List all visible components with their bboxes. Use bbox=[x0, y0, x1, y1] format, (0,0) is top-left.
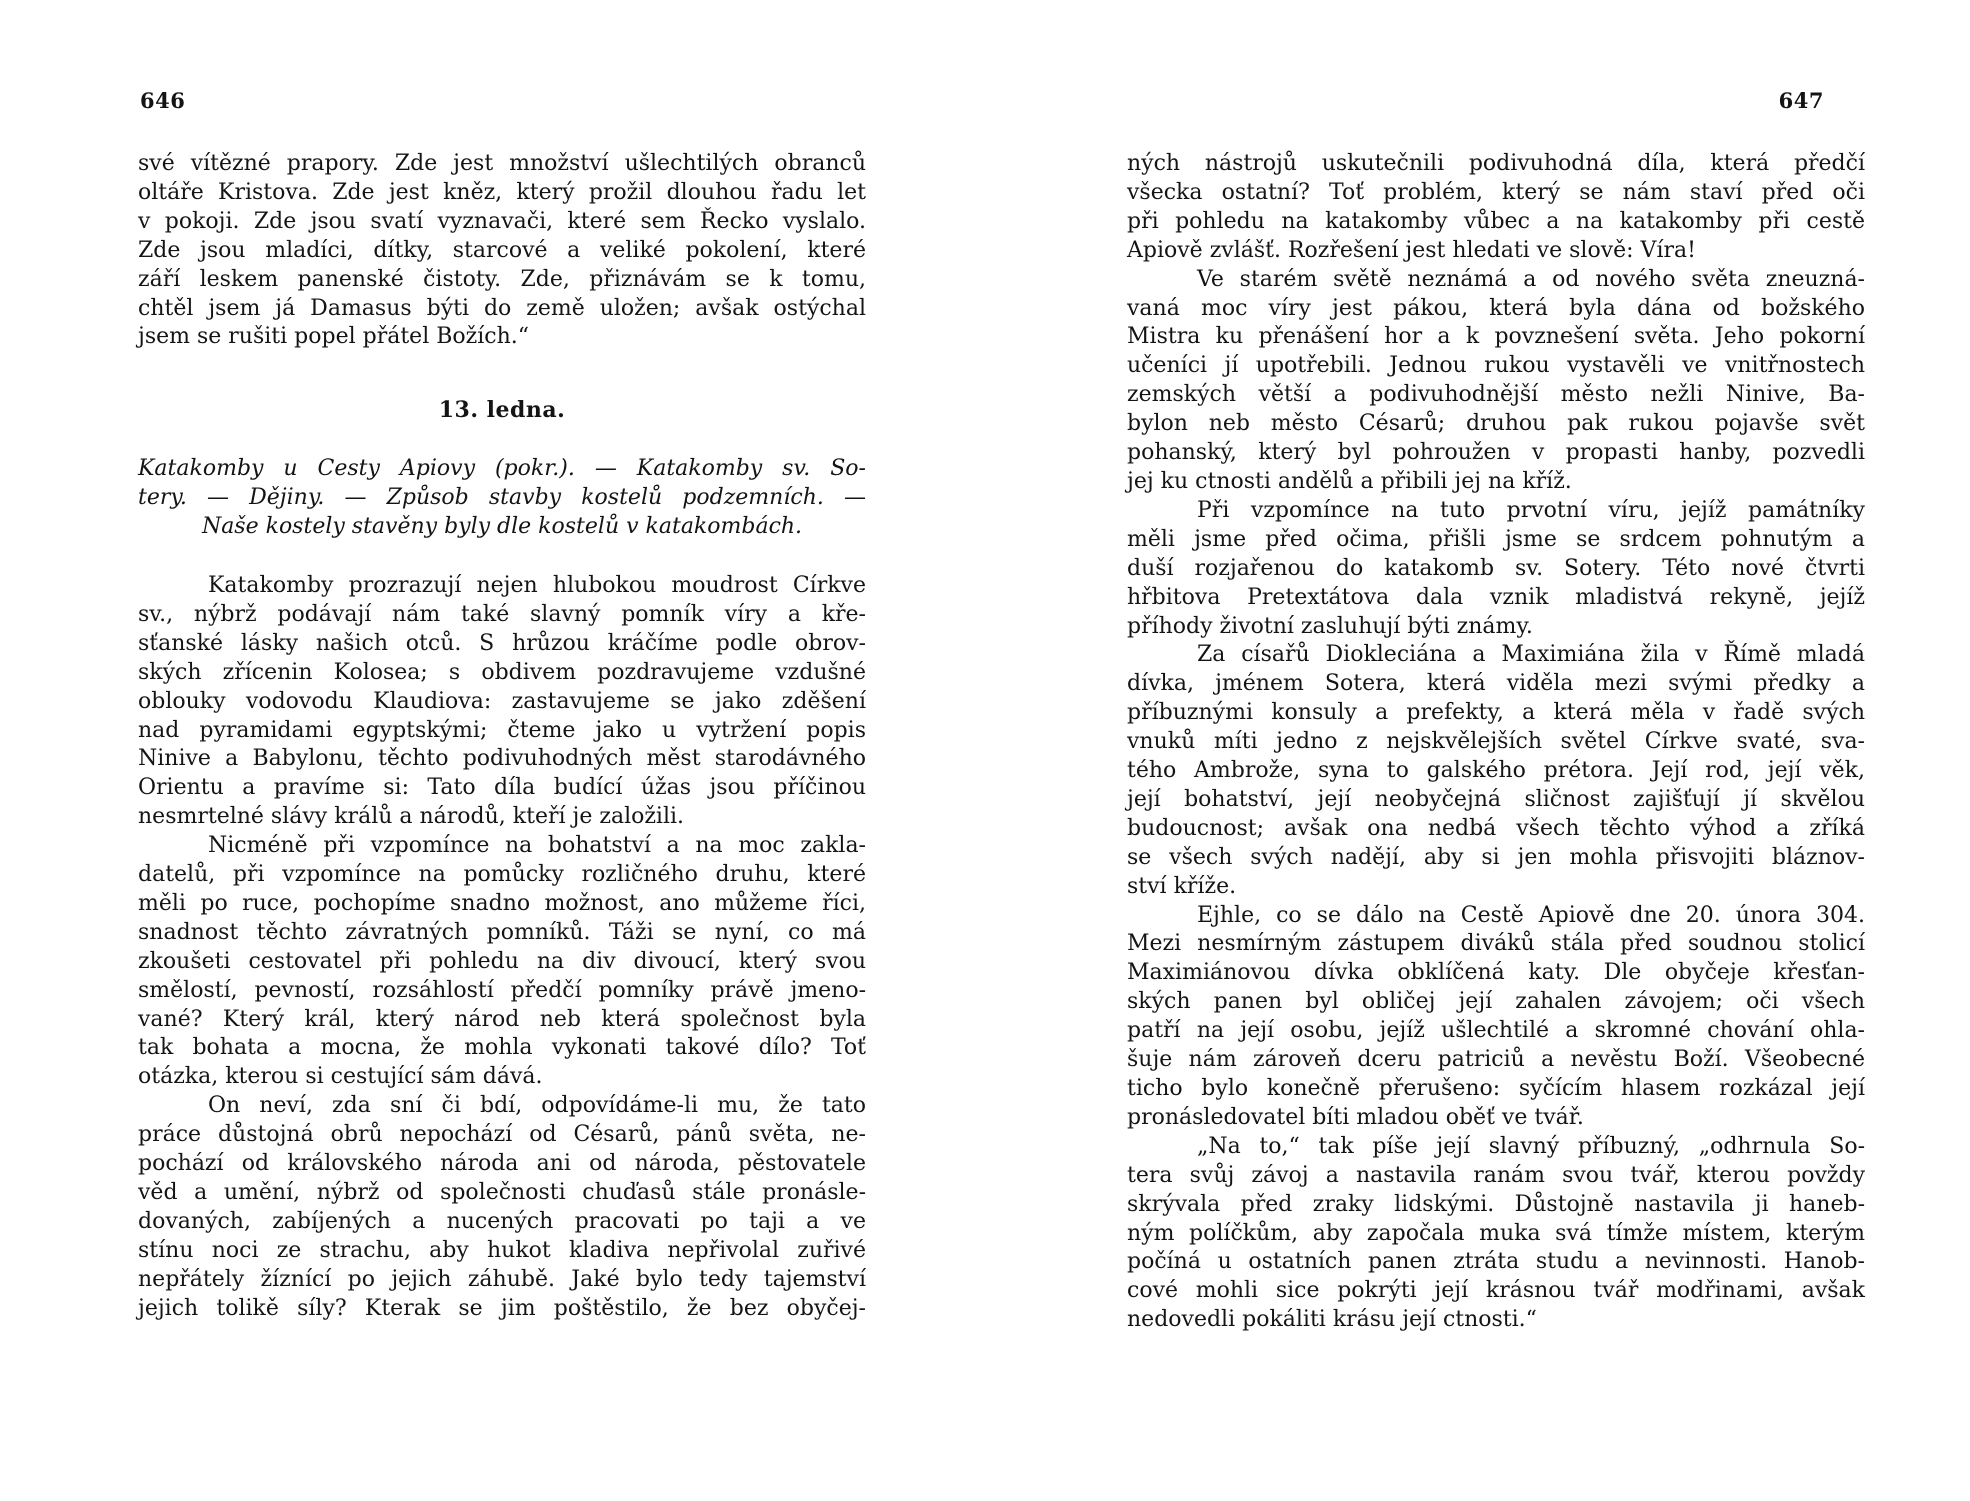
text-line: datelů, při vzpomínce na pomůcky rozličného druhu, které bbox=[138, 862, 866, 888]
text-line: dívka, jménem Sotera, která viděla mezi svými předky a bbox=[1127, 671, 1865, 697]
text-line: pronásledovatel bíti mladou oběť ve tvář. bbox=[1127, 1104, 1584, 1130]
text-line: „Na to,“ tak píše její slavný příbuzný, „odhrnula So- bbox=[1197, 1133, 1865, 1159]
text-line: vnuků míti jedno z nejskvělejších světel Církve svaté, sva- bbox=[1127, 729, 1865, 755]
text-line: tera svůj závoj a nastavila ranám svou tvář, kterou povždy bbox=[1127, 1162, 1865, 1188]
text-line: ticho bylo konečně přerušeno: syčícím hlasem rozkázal její bbox=[1127, 1076, 1865, 1101]
paragraph bbox=[1127, 497, 1865, 642]
text-line: smělostí, pevností, rozsáhlostí předčí pomníky právě jmeno- bbox=[138, 977, 866, 1003]
text-line: všecka ostatní? Toť problém, který se nám staví před oči bbox=[1127, 179, 1865, 205]
text-line: ských panen byl obličej její zahalen závojem; oči všech bbox=[1127, 989, 1865, 1015]
text-line: Orientu a pravíme si: Tato díla budící úžas jsou příčinou bbox=[138, 775, 866, 801]
paragraph bbox=[138, 150, 866, 352]
text-line: Mezi nesmírným zástupem diváků stála před soudnou stolicí bbox=[1127, 931, 1865, 957]
text-line: nedovedli pokáliti krásu její ctnosti.“ bbox=[1127, 1307, 1537, 1333]
text-line: příhody životní zasluhují býti známy. bbox=[1127, 613, 1533, 639]
paragraph bbox=[1127, 266, 1865, 497]
text-line: šuje nám zároveň dceru patriciů a nevěstu Boží. Všeobecné bbox=[1127, 1047, 1865, 1073]
text-line: Nicméně při vzpomínce na bohatství a na moc zakla- bbox=[208, 833, 866, 859]
text-column bbox=[1127, 150, 1865, 1335]
page-number: 646 bbox=[140, 88, 186, 113]
text-line: oblouky vodovodu Klaudiova: zastavujeme se jako zděšení bbox=[138, 688, 866, 714]
text-line: učeníci jí upotřebili. Jednou rukou vystavěli ve vnitřnostech bbox=[1127, 353, 1865, 379]
text-line: nesmrtelné slávy králů a národů, kteří je založili. bbox=[138, 804, 685, 830]
text-line: při pohledu na katakomby vůbec a na katakomby při cestě bbox=[1127, 208, 1865, 234]
text-line: jejich tolikě síly? Kterak se jim poštěstilo, že bez obyčej- bbox=[138, 1295, 866, 1321]
summary-line: tery. — Dějiny. — Způsob stavby kostelů podzemních. — bbox=[138, 485, 866, 511]
text-line: pochází od královského národa ani od národa, pěstovatele bbox=[138, 1151, 866, 1177]
text-line: stínu noci ze strachu, aby hukot kladiva nepřivolal zuřivé bbox=[138, 1237, 866, 1263]
text-line: své vítězné prapory. Zde jest množství ušlechtilých obranců bbox=[138, 151, 866, 176]
paragraph bbox=[1127, 150, 1865, 266]
text-line: zkoušeti cestovatel při pohledu na div divoucí, který svou bbox=[138, 948, 866, 974]
text-line: se všech svých nadějí, aby si jen mohla přisvojiti bláznov- bbox=[1127, 844, 1865, 870]
text-line: Za císařů Diokleciána a Maximiána žila v Římě mladá bbox=[1197, 642, 1865, 668]
paragraph bbox=[138, 832, 866, 1092]
text-line: oltáře Kristova. Zde jest kněz, který prožil dlouhou řadu let bbox=[138, 179, 866, 205]
text-line: Maximiánovou dívka obklíčená katy. Dle obyčeje křesťan- bbox=[1127, 960, 1865, 986]
text-line: On neví, zda sní či bdí, odpovídáme-li mu, že tato bbox=[208, 1093, 866, 1119]
text-line: bylon neb město Césarů; druhou pak rukou pojavše svět bbox=[1127, 411, 1865, 437]
text-line: Mistra ku přenášení hor a k povznešení světa. Jeho pokorní bbox=[1127, 324, 1865, 350]
text-line: duší rozjařenou do katakomb sv. Sotery. Této nové čtvrti bbox=[1127, 555, 1865, 581]
paragraph bbox=[1127, 641, 1865, 901]
text-line: nad pyramidami egyptskými; čteme jako u vytržení popis bbox=[138, 717, 866, 743]
right-page bbox=[985, 0, 1970, 1501]
text-line: cové mohli sice pokrýti její krásnou tvář modřinami, avšak bbox=[1127, 1278, 1865, 1304]
text-line: Katakomby prozrazují nejen hlubokou moudrost Církve bbox=[208, 572, 866, 598]
text-line: září leskem panenské čistoty. Zde, přiznávám se k tomu, bbox=[138, 266, 866, 292]
text-line: nepřátely žíznící po jejich záhubě. Jaké bylo tedy tajemství bbox=[138, 1266, 866, 1292]
text-line: budoucnost; avšak ona nedbá všech těchto výhod a zříká bbox=[1127, 815, 1865, 841]
page-number: 647 bbox=[1778, 88, 1824, 113]
text-line: Ninive a Babylonu, těchto podivuhodných měst starodávného bbox=[138, 746, 866, 772]
paragraph bbox=[1127, 902, 1865, 1133]
text-line: jsem se rušiti popel přátel Božích.“ bbox=[138, 324, 530, 350]
text-line: příbuznými konsuly a prefekty, a která měla v řadě svých bbox=[1127, 700, 1865, 726]
text-line: vané? Který král, který národ neb která společnost byla bbox=[138, 1006, 866, 1032]
text-line: sv., nýbrž podávají nám také slavný pomník víry a kře- bbox=[138, 601, 866, 627]
text-line: snadnost těchto závratných pomníků. Táži se nyní, co má bbox=[138, 919, 866, 945]
text-line: tého Ambrože, syna to galského prétora. Její rod, její věk, bbox=[1127, 758, 1865, 784]
text-line: její bohatství, její neobyčejná sličnost zajišťují jí skvělou bbox=[1127, 786, 1865, 812]
paragraph bbox=[138, 572, 866, 832]
paragraph bbox=[1127, 1133, 1865, 1335]
text-line: pohanský, který byl pohroužen v propasti hanby, pozvedli bbox=[1127, 440, 1865, 466]
text-line: ských zřícenin Kolosea; s obdivem pozdravujeme vzdušné bbox=[138, 659, 866, 685]
section-heading: 13. ledna. bbox=[438, 397, 566, 424]
text-line: ství kříže. bbox=[1127, 873, 1237, 899]
text-line: skrývala před zraky lidskými. Důstojně nastavila ji haneb- bbox=[1127, 1191, 1865, 1217]
text-line: počíná u ostatních panen ztráta studu a nevinnosti. Hanob- bbox=[1127, 1249, 1865, 1275]
text-line: věd a umění, nýbrž od společnosti chuďasů stále pronásle- bbox=[138, 1180, 866, 1205]
text-line: měli jsme před očima, přišli jsme se srdcem pohnutým a bbox=[1127, 526, 1865, 552]
text-line: Ejhle, co se dálo na Cestě Apiově dne 20. února 304. bbox=[1197, 902, 1865, 928]
summary-line: Naše kostely stavěny byly dle kostelů v katakombách. bbox=[201, 514, 803, 540]
section-summary bbox=[138, 455, 866, 542]
text-line: Zde jsou mladíci, dítky, starcové a veliké pokolení, které bbox=[138, 237, 866, 263]
text-line: vaná moc víry jest pákou, která byla dána od božského bbox=[1127, 295, 1865, 321]
text-column bbox=[138, 150, 866, 1324]
text-line: ných nástrojů uskutečnili podivuhodná díla, která předčí bbox=[1127, 151, 1865, 176]
text-line: ným políčkům, aby započala muka svá tímže místem, kterým bbox=[1127, 1220, 1865, 1246]
paragraph bbox=[138, 1092, 866, 1323]
text-line: dovaných, zabíjených a nucených pracovati po taji a ve bbox=[138, 1208, 866, 1234]
text-line: Při vzpomínce na tuto prvotní víru, jejíž památníky bbox=[1197, 497, 1865, 523]
summary-line: Katakomby u Cesty Apiovy (pokr.). — Katakomby sv. So- bbox=[138, 456, 866, 482]
text-line: chtěl jsem já Damasus býti do země uložen; avšak ostýchal bbox=[138, 295, 866, 321]
text-line: v pokoji. Zde jsou svatí vyznavači, které sem Řecko vyslalo. bbox=[138, 208, 866, 234]
text-line: tak bohata a mocna, že mohla vykonati takové dílo? Toť bbox=[138, 1035, 866, 1061]
text-line: práce důstojná obrů nepochází od Césarů, pánů světa, ne- bbox=[138, 1122, 866, 1148]
text-line: patří na její osobu, jejíž ušlechtilé a skromné chování ohla- bbox=[1127, 1018, 1865, 1044]
text-line: hřbitova Pretextátova dala vznik mladistvá rekyně, jejíž bbox=[1127, 584, 1865, 610]
text-line: zemských větší a podivuhodnější město nežli Ninive, Ba- bbox=[1127, 382, 1865, 408]
text-line: jej ku ctnosti andělů a přibili jej na kříž. bbox=[1127, 468, 1572, 494]
text-line: Ve starém světě neznámá a od nového světa zneuzná- bbox=[1197, 266, 1865, 292]
text-line: Apiově zvlášť. Rozřešení jest hledati ve slově: Víra! bbox=[1127, 237, 1696, 263]
text-line: sťanské lásky našich otců. S hrůzou kráčíme podle obrov- bbox=[138, 630, 866, 656]
text-line: měli po ruce, pochopíme snadno možnost, ano můžeme říci, bbox=[138, 890, 866, 916]
text-line: otázka, kterou si cestující sám dává. bbox=[138, 1064, 543, 1090]
